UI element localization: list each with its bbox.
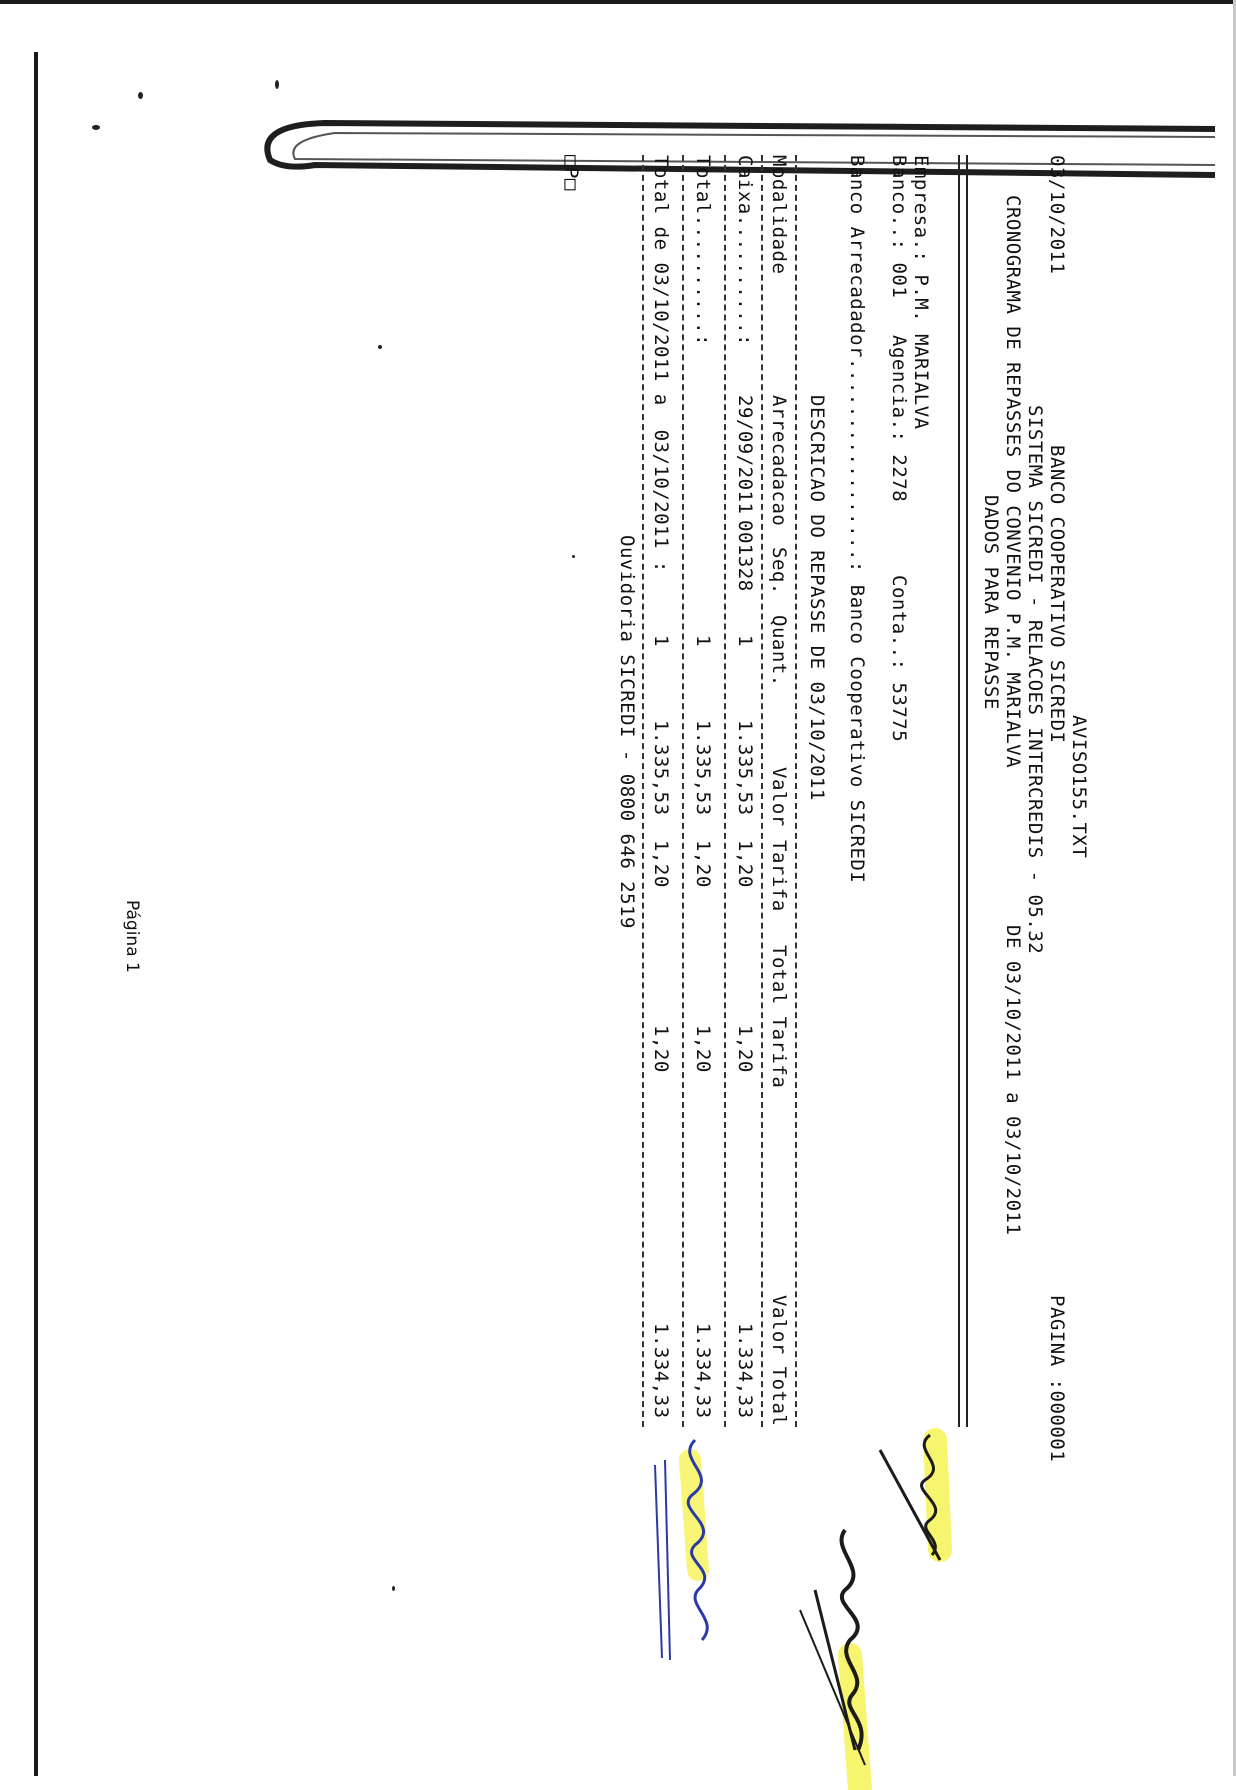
cell-arrecadacao: 29/09/2011 <box>734 395 756 515</box>
subtotal-quant: 1 <box>692 635 714 647</box>
grand-total-total-tarifa: 1,20 <box>650 1025 672 1073</box>
cell-valor: 1.335,53 <box>734 720 756 816</box>
col-modalidade: Modalidade <box>768 155 790 275</box>
agencia-line: Agencia.: 2278 <box>888 335 910 503</box>
scan-border-top <box>0 0 1236 4</box>
cell-valor-total: 1.334,33 <box>734 1323 756 1419</box>
conta-line: Conta..: 53775 <box>888 575 910 743</box>
footer-page-number: Página 1 <box>122 900 142 973</box>
cell-seq: 001328 <box>734 520 756 592</box>
col-valor-total: Valor Total <box>768 1295 790 1427</box>
subtotal-valor: 1.335,53 <box>692 720 714 816</box>
double-rule <box>958 155 968 1427</box>
dashed-rule <box>795 155 797 1427</box>
section-title: DESCRICAO DO REPASSE DE 03/10/2011 <box>806 395 828 801</box>
scan-speck <box>275 80 279 89</box>
filename-label: AVISO155.TXT <box>1068 715 1090 859</box>
empresa-line: Empresa.: P.M. MARIALVA <box>910 155 932 430</box>
report-subtitle: DADOS PARA REPASSE <box>980 495 1002 710</box>
col-total-tarifa: Total Tarifa <box>768 945 790 1089</box>
dashed-rule <box>761 155 763 1427</box>
report-date: 03/10/2011 <box>1046 155 1068 275</box>
subtotal-tarifa: 1,20 <box>692 840 714 888</box>
report-title: CRONOGRAMA DE REPASSES DO CONVENIO P.M. MARIALVA <box>1002 195 1024 769</box>
subtotal-valor-total: 1.334,33 <box>692 1323 714 1419</box>
handwritten-annotations <box>640 1420 1020 1790</box>
scan-speck <box>392 1586 395 1591</box>
scan-speck <box>138 92 143 99</box>
cell-total-tarifa: 1,20 <box>734 1025 756 1073</box>
subtotal-total-tarifa: 1,20 <box>692 1025 714 1073</box>
page-number-label: PAGINA :000001 <box>1046 1295 1068 1463</box>
arrecadador-line: Banco Arrecadador.................: Banco Cooperativo SICREDI <box>846 155 868 884</box>
cell-tarifa: 1,20 <box>734 840 756 888</box>
grand-total-tarifa: 1,20 <box>650 840 672 888</box>
scan-border-left <box>34 52 38 1776</box>
grand-total-valor: 1.335,53 <box>650 720 672 816</box>
col-tarifa: Tarifa <box>768 840 790 912</box>
subtotal-label: Total..........: <box>692 155 714 347</box>
cell-quant: 1 <box>734 635 756 647</box>
col-quant: Quant. <box>768 615 790 687</box>
col-valor: Valor <box>768 767 790 827</box>
system-name: SISTEMA SICREDI - RELACOES INTERCREDIS - 05.32 <box>1024 405 1046 955</box>
dashed-rule <box>642 155 644 1427</box>
dashed-rule <box>724 155 726 1427</box>
scan-speck <box>92 125 100 130</box>
bank-name: BANCO COOPERATIVO SICREDI <box>1046 445 1068 744</box>
rotated-printout <box>270 155 1100 1495</box>
ouvidoria-line: Ouvidoria SICREDI - 0800 646 2519 <box>616 535 638 929</box>
grand-total-label: Total de 03/10/2011 a 03/10/2011 : <box>650 155 672 573</box>
banco-line: Banco..: 001 <box>888 155 910 299</box>
col-seq: Seq. <box>768 547 790 595</box>
control-mark: □P□ <box>560 155 582 191</box>
cell-modalidade: Caixa..........: <box>734 155 756 347</box>
col-arrecadacao: Arrecadacao <box>768 395 790 527</box>
dashed-rule <box>682 155 684 1427</box>
grand-total-quant: 1 <box>650 635 672 647</box>
grand-total-valor-total: 1.334,33 <box>650 1323 672 1419</box>
date-range: DE 03/10/2011 a 03/10/2011 <box>1002 925 1024 1236</box>
